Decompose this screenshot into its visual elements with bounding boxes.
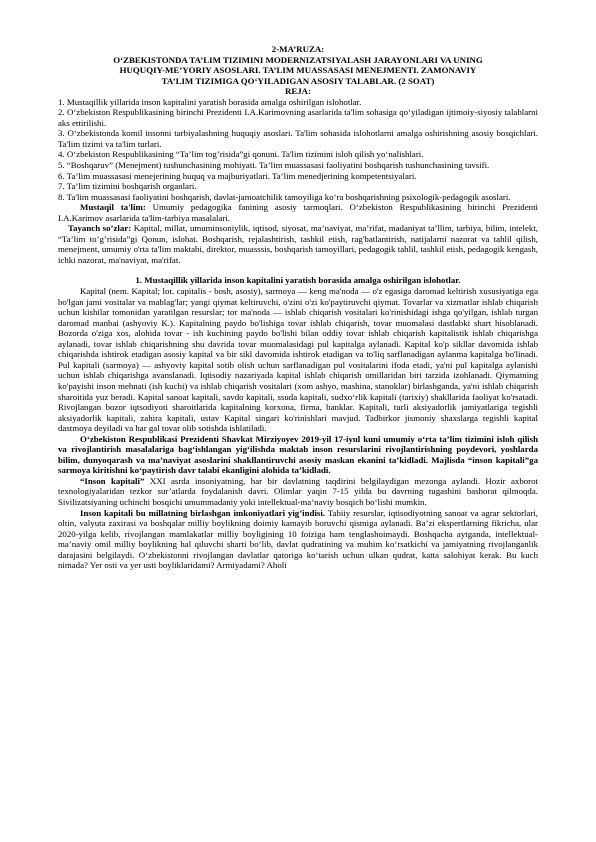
section-1-paragraph-3	[58, 476, 538, 508]
plan-item-7: 7. Ta’lim tizimini boshqarish organlari.	[58, 181, 197, 192]
lecture-number: 2-MA’RUZA:	[271, 44, 325, 54]
plan-item-5: 5. “Boshqaruv” (Menejment) tushunchasining mohiyati. Ta’lim muassasasi faoliyatini boshqarish tushunchasining tavsifi.	[58, 160, 490, 171]
section-1-title: 1. Mustaqillik yillarida inson kapitalini yaratish borasida amalga oshirilgan islohotlar.	[135, 275, 461, 286]
human-capital-term: “Inson kapitali”	[80, 475, 145, 486]
lecture-title-line-3: TA’LIM TIZIMIGA QO‘YILADIGAN ASOSIY TALABLAR. (2 SOAT)	[161, 75, 435, 86]
plan-item-1: 1. Mustaqillik yillarida inson kapitalini yaratish borasida amalga oshirilgan islohotlar.	[58, 96, 362, 107]
plan-item-3: 3. O‘zbekistonda komil insonni tarbiyalashning huquqiy asoslari. Ta'lim sohasida islohotlarni amalga oshirishning asosiy bosqichlari. Ta'lim tizimi va ta'lim turlari.	[58, 128, 538, 149]
section-1-paragraph-4	[58, 508, 538, 571]
independent-work-text: Umumiy pedagogika fanining asosiy tarmoqlari. O‘zbekiston Respublikasining birinchi Prezidenti I.A.Karimov asarlarida ta'lim-tarbiya masalalari.	[58, 202, 538, 223]
keywords-paragraph	[58, 223, 538, 265]
plan-list	[58, 97, 538, 202]
human-capital-text: XXI asrda insoniyatning, har bir davlatning taqdirini belgilaydigan mezonga aylandi. Hozir axborot texnologiyalaridan tezkor sur’atlarda foydalanish davri. Olimlar yaqin 7-15 yilda bu davrning tugashini bashorat qilmoqda. Sivilizatsiyaning uchinchi bosqichi umummadaniy yoki intellektual-ma’naviy bosqich bo‘lishi mumkin.	[58, 475, 538, 507]
lecture-title-line-1: O‘ZBEKISTONDA TA’LIM TIZIMINI MODERNIZATSIYALASH JARAYONLARI VA UNING	[113, 54, 483, 65]
president-meeting-text: O‘zbekiston Respublikasi Prezidenti Shavkat Mirziyoyev 2019-yil 17-iyul kuni umumiy o‘rta ta’lim tizimini isloh qilish va rivojlantirish masalalariga bag‘ishlangan yig‘ilishda maktab inson resurslarini rivojlantirishning poydevori, yoshlarda bilim, dunyoqarash va ma’naviyat asoslarini shakllantiruvchi asosiy maskan ekanini ta’kidladi. Majlisda “inson kapitali”ga sarmoya kiritishni ko‘paytirish davr talabi ekanligini alohida ta’kidladi.	[58, 433, 538, 476]
section-1-paragraph-1: Kapital (nem. Kapital; lot. capitalis - bosh, asosiy), sarmoya — keng ma'noda — o'z egasiga daromad keltirish xususiyatiga ega bo'lgan jami vositalar va mablag'lar; yangi qiymat keltiruvchi, o'zini o'zi ko'paytiruvchi qiymat. Tovarlar va xizmatlar ishlab chiqarish uchun kishilar tomonidan yaratilgan resurslar; tor ma'noda — ishlab chiqarish vositalari ko'rinishidagi ishga qo'yilgan, ishlab turgan daromad manbai (ashyoviy K.). Kapitalning paydo bo'lishiga tovar ishlab chiqarish, tovar muomalasi dastlabki shart hisoblanadi. Bozorda o'ziga xos, alohida tovar - ish kuchining paydo bo'lishi bilan oddiy tovar ishlab chiqarish kapitalistik ishlab chiqarishga aylanadi, tovar ishlab chiqarishning shu davrida tovar muomalasidagi pul kapitalga aylanadi. Kapital ko'p sikllar davomida ishlab chiqarishda ishtirok etadigan asosiy kapital va bir sikl davomida ishtirok etadigan va to'liq sarflanadigan aylanma kapitalga bo'linadi. Pul kapitali (sarmoya) — ashyoviy kapital sotib olish uchun sarflanadigan pul vositalarini ifoda etadi, ya'ni pul kapitalga aylanishi uchun ishlab chiqarishga avanslanadi. Iqtisodiy nazariyada kapital ishlab chiqarish omillaridan biri tarzida izohlanadi. Qiymatning ko'payishi inson mehnati (ish kuchi) va ishlab chiqarish vositalari (xom ashyo, mashina, stanoklar) birlashganda, ya'ni ishlab chiqarish sharoitida yuz beradi. Kapital sanoat kapitali, savdo kapitali, ssuda kapitali, sudxo‘rlik kapitali (tarixiy) shakllarida faoliyat ko'rsatadi. Rivojlangan bozor iqtsodiyoti sharoitlarida kapitalning korxona, firma, banklar. Kapitali, turli aksiyadorlik jamiyatlariga tegishli aksiyadorlik kapitali, zahira kapitali, ustav Kapital singari ko'rinishlari mavjud. Tadbirkor jismoniy shaxslarga tegishli kapital dastmoya deyiladi va har gal tovar olib sotishda ishlatiladi.	[58, 286, 538, 434]
keywords-text: Kapital, millat, umuminsoniylik, iqtisod, siyosat, ma’naviyat, ma’rifat, madaniyat ta’llim, tarbiya, bilim, intelekt, “Ta’lim to’g’risida”gi Qonun, islohat. Boshqarish, rejalashtirish, tashkil etish, rag'batlantirish, natijalarni nazorat va tahlil qilish, menejment, umumiy o'rta ta'lim maktabi, direktor, muasssis, boshqarish tamoyillari, pedagogik tahlil, tashkil etish, pedagogik kengash, ichki nazorat, ma'naviyat, ma'rifat.	[58, 223, 539, 265]
keywords-label: Tayanch so’zlar:	[68, 223, 132, 234]
plan-item-8: 8. Ta'lim muassasasi faoliyatini boshqarish, davlat-jamoatchilik tamoyiliga ko‘ra boshqarishning psixologik-pedagogik asoslari.	[58, 191, 511, 202]
plan-heading: REJA:	[284, 86, 312, 97]
independent-work-label: Mustaqil ta'lim:	[80, 202, 146, 213]
independent-work-paragraph	[58, 202, 538, 223]
section-1-paragraph-2	[58, 434, 538, 476]
plan-item-6: 6. Ta’lim muassasasi menejerining huquq va majburiyatlari. Ta’lim menedjerining kompetentsiyalari.	[58, 170, 417, 181]
spacer	[58, 265, 538, 275]
lecture-title-line-2: HUQUQIY-ME’YORIY ASOSLARI. TA’LIM MUASSASASI MENEJMENTI. ZAMONAVIY	[119, 65, 477, 76]
human-capital-definition: Inson kapitali bu millatning birlashgan imkoniyatlari yig’indisi.	[80, 507, 326, 518]
lecture-header	[58, 44, 538, 97]
plan-item-4: 4. O‘zbekiston Respublikasining “Ta’lim tog’risida”gi qonuni. Ta'lim tizimini isloh qilish yo‘nalishlari.	[58, 149, 424, 160]
national-wealth-text: Tabiiy resurslar, iqtisodiyotning sanoat va agrar sektorlari, oltin, valyuta zaxirasi va boshqalar milliy boylikning doimiy kamayib boruvchi qismiga aylanadi. Ba’zi ekspertlarning fikricha, ular 2020-yilga kelib, rivojlangan mamlakatlar milliy boyligining 10 foiziga ham tenglashoimaydi. Boshqacha aytganda, intellektual-ma’naviy omil milliy boylikning hal qiluvchi sharti bo‘lib, davlat qudratining va muhim ko‘rsatkichi va jamiyatning rivojlanganlik darajasini belgilaydi. O‘zbekistonni rivojlangan davlatlar qatoriga ko‘tarish uchun ulkan qudrat, katta salohiyat kerak. Bu kuch nimada? Yer osti va yer usti boyliklaridami? Armiyadami? Aholi	[58, 507, 539, 571]
plan-item-2: 2. O‘zbekiston Respublikasining birinchi Prezidenti I.A.Karimovning asarlarida ta'lim sohasiga qo‘yiladigan ijtimoiy-siyosiy talablarni aks ettirilishi.	[58, 107, 538, 128]
